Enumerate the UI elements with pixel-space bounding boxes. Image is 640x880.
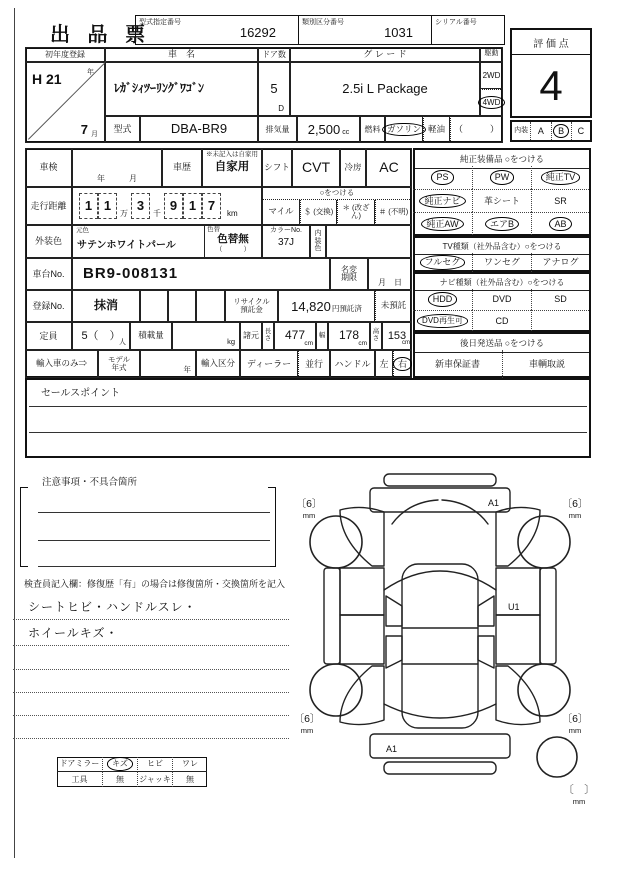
check-label: ヒビ bbox=[147, 759, 163, 769]
tv-item: フルセグ bbox=[424, 257, 461, 268]
model-year-label bbox=[98, 350, 140, 378]
history-value: 自家用 bbox=[214, 161, 250, 174]
fuel-other-cell bbox=[450, 116, 503, 143]
left-margin-line bbox=[14, 8, 15, 858]
navi-cell bbox=[472, 289, 531, 310]
equipment-title: 純正装備品 ○をつける bbox=[415, 150, 589, 169]
tread-fl-value: 6 bbox=[306, 498, 312, 510]
interior-label: 内装 bbox=[514, 127, 529, 135]
note-line bbox=[13, 715, 289, 716]
width-unit: cm bbox=[358, 339, 367, 347]
load-label: 積載量 bbox=[130, 322, 172, 350]
repaint-value: 色替無 bbox=[217, 233, 249, 246]
repaint-label: 色替 bbox=[207, 226, 220, 233]
first-reg-month-suffix: 月 bbox=[91, 130, 98, 138]
model-designation-value: 16292 bbox=[239, 25, 276, 40]
front-left-wheel bbox=[310, 516, 362, 568]
first-reg-year-suffix: 年 bbox=[87, 69, 94, 76]
equip-item: PS bbox=[436, 172, 449, 183]
capacity-value: 5（ ） bbox=[81, 329, 121, 342]
meter-tampered-cell bbox=[337, 200, 375, 225]
navi-item: CD bbox=[495, 315, 509, 326]
length-value: 477 bbox=[284, 328, 306, 343]
classification-box bbox=[298, 15, 432, 45]
caution-bracket-left bbox=[20, 487, 28, 567]
chassis-value: BR9-008131 bbox=[83, 265, 179, 283]
mileage-digit: 1 bbox=[98, 193, 117, 219]
recycle-none-label: 未預託 bbox=[380, 300, 407, 311]
mileage-sen: 千 bbox=[153, 208, 161, 218]
check-cell bbox=[57, 772, 102, 787]
tread-unit: mm bbox=[568, 511, 582, 520]
front-grille bbox=[384, 474, 496, 486]
height-label-text: 高さ bbox=[372, 328, 380, 342]
classification-label: 類別区分番号 bbox=[302, 19, 344, 26]
handle-label: ハンドル bbox=[330, 350, 375, 378]
interior-grade-a bbox=[530, 122, 550, 140]
caution-line bbox=[38, 540, 270, 541]
sheet-title: 出 品 票 bbox=[50, 24, 152, 46]
chassis-cell bbox=[72, 258, 330, 290]
rear-left-wheel bbox=[310, 664, 362, 716]
equip-item: 革シート bbox=[483, 195, 520, 206]
meter-exchange-cell bbox=[300, 200, 337, 225]
damage-mark-front: A1 bbox=[488, 498, 500, 508]
capacity-cell bbox=[72, 322, 130, 350]
mileage-digit: 7 bbox=[202, 193, 221, 219]
int-color-label bbox=[310, 225, 326, 258]
reg-empty-1 bbox=[140, 290, 168, 322]
name-change-md-cell bbox=[368, 258, 412, 290]
cooling-label: 冷房 bbox=[340, 148, 366, 187]
navi-item: SD bbox=[554, 294, 567, 305]
rear-strip bbox=[384, 762, 496, 774]
bracket-open: 〔 bbox=[561, 713, 573, 725]
spare-tire bbox=[537, 737, 577, 777]
shift-label: シフト bbox=[262, 148, 292, 187]
equip-cell bbox=[531, 212, 589, 235]
note-line bbox=[13, 738, 289, 739]
model-code-cell bbox=[140, 116, 258, 143]
fuel-gasoline-cell bbox=[385, 116, 423, 143]
tread-unit: mm bbox=[572, 797, 586, 806]
int-color-value bbox=[326, 225, 412, 258]
rear-right-door bbox=[496, 615, 540, 664]
front-right-wheel bbox=[518, 516, 570, 568]
later-item: 車輌取説 bbox=[528, 358, 565, 369]
interior-grade-row bbox=[510, 120, 592, 142]
interior-b-label: B bbox=[558, 126, 565, 136]
check-label: 無 bbox=[116, 774, 124, 784]
meter-exchange-label: ＄ (交換) bbox=[303, 207, 334, 217]
check-cell bbox=[172, 757, 207, 772]
handle-right-label: 右 bbox=[397, 358, 407, 369]
orig-color-value: サテンホワイトパール bbox=[77, 239, 176, 251]
height-value: 153 bbox=[387, 329, 407, 342]
interior-a-label: A bbox=[537, 126, 544, 136]
recycle-value-cell bbox=[278, 290, 375, 322]
reg-no-cell bbox=[72, 290, 140, 322]
fuel-label: 燃料 bbox=[360, 116, 385, 143]
rear-left-door bbox=[340, 615, 384, 664]
model-designation-box bbox=[135, 15, 299, 45]
history-cell bbox=[202, 148, 262, 187]
classification-value: 1031 bbox=[384, 25, 413, 40]
shaken-cell bbox=[72, 148, 162, 187]
handle-left-cell bbox=[375, 350, 393, 378]
mile-cell bbox=[262, 200, 300, 225]
height-cell bbox=[382, 322, 412, 350]
tread-rear-left bbox=[286, 711, 328, 735]
interior-grade-c bbox=[571, 122, 590, 140]
reg-no-value: 抹消 bbox=[93, 298, 118, 313]
reg-empty-3 bbox=[196, 290, 225, 322]
first-reg-era-year: H 21 bbox=[32, 71, 62, 87]
width-label bbox=[316, 322, 328, 350]
car-name-header: 車 名 bbox=[105, 47, 258, 62]
serial-box bbox=[431, 15, 505, 45]
chassis-label: 車台No. bbox=[25, 258, 72, 290]
shift-value: CVT bbox=[292, 148, 340, 187]
model-year-label-text: モデル年式 bbox=[107, 355, 131, 372]
equip-item: 純正AW bbox=[426, 218, 459, 229]
handle-left-label: 左 bbox=[379, 358, 389, 369]
recycle-none-cell bbox=[375, 290, 412, 322]
tv-item: アナログ bbox=[542, 257, 579, 268]
load-unit: kg bbox=[227, 337, 235, 347]
equip-item: 純正ナビ bbox=[424, 195, 461, 206]
equip-cell bbox=[472, 166, 531, 189]
int-color-label-text: 内装色 bbox=[314, 230, 322, 253]
drive-4wd-cell bbox=[480, 89, 503, 116]
rear-window-arc bbox=[384, 704, 496, 718]
caution-line bbox=[38, 566, 270, 567]
tread-spare bbox=[556, 782, 602, 806]
fuel-other-label: （ ） bbox=[453, 124, 499, 135]
navi-item: DVD再生可 bbox=[422, 316, 463, 326]
recycle-value: 14,820 bbox=[291, 299, 331, 314]
mileage-cell bbox=[72, 187, 262, 225]
doors-unit: D bbox=[278, 103, 284, 113]
import-parallel-cell bbox=[298, 350, 330, 378]
interior-panel bbox=[478, 596, 494, 626]
displacement-unit: cc bbox=[342, 129, 350, 136]
tread-unit: mm bbox=[300, 726, 314, 735]
import-dealer-label: ディーラー bbox=[246, 358, 292, 369]
height-label bbox=[370, 322, 382, 350]
import-parallel-label: 並行 bbox=[304, 358, 323, 369]
bracket-close: 〕 bbox=[311, 498, 323, 510]
length-label bbox=[262, 322, 274, 350]
equip-item: 純正TV bbox=[545, 172, 576, 183]
height-unit: cm bbox=[402, 340, 410, 347]
dims-label: 諸元 bbox=[240, 322, 262, 350]
capacity-label: 定員 bbox=[25, 322, 72, 350]
length-label-text: 長さ bbox=[264, 328, 272, 342]
sales-point-box bbox=[25, 378, 591, 458]
import-class-label: 輸入区分 bbox=[196, 350, 240, 378]
fuel-gasoline-label: ガソリン bbox=[386, 123, 421, 134]
equip-cell bbox=[413, 166, 472, 189]
displacement-value: 2,500 bbox=[307, 122, 341, 137]
navi-item: HDD bbox=[432, 294, 453, 305]
sales-point-line bbox=[29, 406, 587, 407]
history-label: 車歴 bbox=[162, 148, 202, 187]
model-year-suffix: 年 bbox=[183, 365, 191, 375]
length-cell bbox=[274, 322, 316, 350]
sales-point-label: セールスポイント bbox=[41, 388, 121, 399]
tread-front-left bbox=[288, 496, 330, 520]
equip-item: AB bbox=[554, 218, 567, 229]
navi-cell bbox=[413, 289, 472, 310]
handle-right-cell bbox=[393, 350, 412, 378]
equip-cell bbox=[472, 189, 531, 212]
mileage-digit: 9 bbox=[164, 193, 183, 219]
tread-rear-right bbox=[554, 711, 596, 735]
recycle-label: リサイクル預託金 bbox=[233, 297, 270, 314]
model-year-cell bbox=[140, 350, 196, 378]
bracket-close: 〕 bbox=[577, 498, 589, 510]
car-name-value: ﾚｶﾞｼｨﾂｰﾘﾝｸﾞﾜｺﾞﾝ bbox=[114, 81, 205, 96]
damage-mark-rear: A1 bbox=[386, 744, 398, 754]
orig-color-label: 元色 bbox=[76, 227, 89, 234]
bracket-open: 〔 bbox=[563, 784, 574, 796]
rear-right-wheel bbox=[518, 664, 570, 716]
tread-rr-value: 6 bbox=[572, 713, 578, 725]
equip-cell bbox=[531, 189, 589, 212]
width-value: 178 bbox=[338, 328, 360, 343]
equip-cell bbox=[413, 189, 472, 212]
right-sill bbox=[540, 568, 556, 664]
caution-bracket-right bbox=[268, 487, 276, 567]
bracket-open: 〔 bbox=[293, 713, 305, 725]
interior-c-label: C bbox=[577, 126, 585, 136]
serial-label: シリアル番号 bbox=[435, 19, 477, 26]
recycle-suffix: 円預託済 bbox=[331, 304, 362, 313]
equip-item: PW bbox=[494, 172, 510, 183]
meter-tampered-label: ＊ (改ざん) bbox=[342, 203, 370, 220]
capacity-unit: 人 bbox=[119, 338, 126, 346]
check-cell bbox=[57, 757, 102, 772]
interior-panel bbox=[478, 636, 494, 668]
cabin-center bbox=[402, 564, 478, 728]
navi-type-title: ナビ種類（社外品含む）○をつける bbox=[415, 274, 589, 291]
history-note: ※未記入は自家用 bbox=[206, 151, 258, 158]
meter-unknown-cell bbox=[375, 200, 412, 225]
bracket-close: 〕 bbox=[584, 784, 595, 796]
mileage-digit: 1 bbox=[183, 193, 202, 219]
check-cell bbox=[172, 772, 207, 787]
first-reg-month: 7 bbox=[80, 122, 88, 138]
navi-cell bbox=[531, 310, 589, 331]
name-change-md: 月 日 bbox=[378, 277, 402, 287]
shaken-label: 車検 bbox=[25, 148, 72, 187]
equip-cell bbox=[531, 166, 589, 189]
tread-spare-value bbox=[574, 782, 585, 797]
check-label: ドアミラー bbox=[59, 759, 100, 769]
tv-cell bbox=[413, 253, 472, 272]
drive-2wd-cell bbox=[480, 62, 503, 89]
check-label: ジャッキ bbox=[139, 774, 171, 784]
import-dealer-cell bbox=[240, 350, 298, 378]
later-cell bbox=[502, 350, 591, 378]
front-left-door bbox=[340, 568, 384, 615]
check-cell bbox=[137, 757, 172, 772]
check-label: キズ bbox=[112, 759, 128, 769]
equip-cell bbox=[413, 212, 472, 235]
width-cell bbox=[328, 322, 370, 350]
shaken-ym: 年 月 bbox=[97, 173, 137, 183]
recycle-label-cell bbox=[225, 290, 278, 322]
damage-mark-right-door: U1 bbox=[508, 602, 520, 612]
equip-item: SR bbox=[554, 195, 567, 206]
tread-front-right bbox=[554, 496, 596, 520]
repaint-paren: （ ） bbox=[215, 245, 251, 253]
color-no-label: カラーNo. bbox=[270, 227, 302, 234]
bracket-close: 〕 bbox=[577, 713, 589, 725]
tv-item: ワンセグ bbox=[483, 257, 520, 268]
name-change-label: 名変期限 bbox=[341, 264, 357, 282]
score-label: 評 価 点 bbox=[512, 30, 590, 55]
tread-unit: mm bbox=[568, 726, 582, 735]
note-line bbox=[13, 692, 289, 693]
car-name-cell bbox=[105, 62, 258, 116]
circle-note-cell bbox=[262, 187, 412, 200]
circle-note: ○をつける bbox=[319, 188, 355, 198]
grade-header: グ レ ー ド bbox=[290, 47, 480, 62]
doors-header: ドア数 bbox=[258, 47, 290, 62]
left-sill bbox=[324, 568, 340, 664]
drive-2wd-label: 2WD bbox=[482, 70, 501, 80]
caution-label: 注意事項・不具合箇所 bbox=[42, 477, 138, 488]
mileage-unit: km bbox=[227, 208, 238, 218]
drive-4wd-label: 4WD bbox=[482, 97, 501, 107]
score-value: 4 bbox=[539, 62, 563, 109]
caution-line bbox=[38, 512, 270, 513]
check-cell bbox=[137, 772, 172, 787]
equip-item: エアB bbox=[489, 218, 514, 229]
tv-cell bbox=[472, 253, 531, 272]
tv-type-title: TV種類（社外品含む）○をつける bbox=[415, 238, 589, 255]
first-reg-cell bbox=[25, 62, 105, 143]
bracket-close: 〕 bbox=[309, 713, 321, 725]
navi-cell bbox=[472, 310, 531, 331]
model-code-value: DBA-BR9 bbox=[170, 121, 228, 137]
load-cell bbox=[172, 322, 240, 350]
tread-unit: mm bbox=[302, 511, 316, 520]
mile-label: マイル bbox=[268, 206, 294, 217]
displacement-label: 排気量 bbox=[258, 116, 297, 143]
interior-panel bbox=[386, 636, 402, 668]
doors-value: 5 bbox=[270, 80, 278, 96]
inspector-note-1: シートヒビ・ハンドルスレ・ bbox=[28, 600, 197, 614]
score-box bbox=[510, 28, 592, 118]
check-label: 工具 bbox=[71, 774, 88, 784]
first-reg-header: 初年度登録 bbox=[25, 47, 105, 62]
tread-rl-value: 6 bbox=[304, 713, 310, 725]
equip-cell bbox=[472, 212, 531, 235]
car-diagram bbox=[280, 468, 630, 828]
check-cell bbox=[102, 757, 137, 772]
mileage-digit: 1 bbox=[79, 193, 98, 219]
interior-panel bbox=[386, 596, 402, 626]
grade-cell bbox=[290, 62, 480, 116]
tv-cell bbox=[531, 253, 589, 272]
inspector-label: 検査員記入欄：修復歴「有」の場合は修復箇所・交換箇所を記入 bbox=[24, 579, 286, 589]
note-line bbox=[13, 645, 289, 646]
sales-point-line bbox=[29, 432, 587, 433]
name-change-cell bbox=[330, 258, 368, 290]
navi-item: DVD bbox=[492, 294, 512, 305]
inspector-note-2: ホイールキズ・ bbox=[28, 626, 119, 640]
navi-cell bbox=[413, 310, 472, 331]
model-designation-label: 型式指定番号 bbox=[139, 19, 181, 26]
ext-color-label: 外装色 bbox=[25, 225, 72, 258]
meter-unknown-label: ＃ (不明) bbox=[378, 207, 409, 217]
later-cell bbox=[413, 350, 502, 378]
later-shipment-title: 後日発送品 ○をつける bbox=[415, 334, 589, 353]
navi-cell bbox=[531, 289, 589, 310]
repaint-cell bbox=[205, 225, 262, 258]
bracket-open: 〔 bbox=[561, 498, 573, 510]
reg-empty-2 bbox=[168, 290, 196, 322]
reg-no-label: 登録No. bbox=[25, 290, 72, 322]
width-label-text: 幅 bbox=[318, 332, 326, 340]
doors-cell bbox=[258, 62, 290, 116]
windshield-arc bbox=[384, 571, 496, 590]
tread-fr-value: 6 bbox=[572, 498, 578, 510]
check-label: ワレ bbox=[182, 759, 198, 769]
mileage-label: 走行距離 bbox=[25, 187, 72, 225]
cooling-value: AC bbox=[366, 148, 412, 187]
fuel-diesel-label: 軽油 bbox=[427, 123, 445, 134]
interior-grade-b bbox=[551, 122, 571, 140]
bracket-open: 〔 bbox=[295, 498, 307, 510]
orig-color-cell bbox=[72, 225, 205, 258]
check-cell bbox=[102, 772, 137, 787]
color-no-cell bbox=[262, 225, 310, 258]
note-line bbox=[13, 669, 289, 670]
later-item: 新車保証書 bbox=[434, 358, 480, 369]
length-unit: cm bbox=[304, 339, 313, 347]
mileage-digit: 3 bbox=[131, 193, 150, 219]
fuel-diesel-cell bbox=[423, 116, 450, 143]
grade-value: 2.5i L Package bbox=[342, 80, 428, 96]
displacement-cell bbox=[297, 116, 360, 143]
check-label: 無 bbox=[186, 774, 194, 784]
note-line bbox=[13, 619, 289, 620]
model-code-label: 型式 bbox=[105, 116, 140, 143]
drive-header: 駆動 bbox=[480, 47, 503, 62]
color-no-value: 37J bbox=[277, 237, 295, 249]
import-only-label: 輸入車のみ⇒ bbox=[25, 350, 98, 378]
mileage-man: 万 bbox=[120, 208, 128, 218]
